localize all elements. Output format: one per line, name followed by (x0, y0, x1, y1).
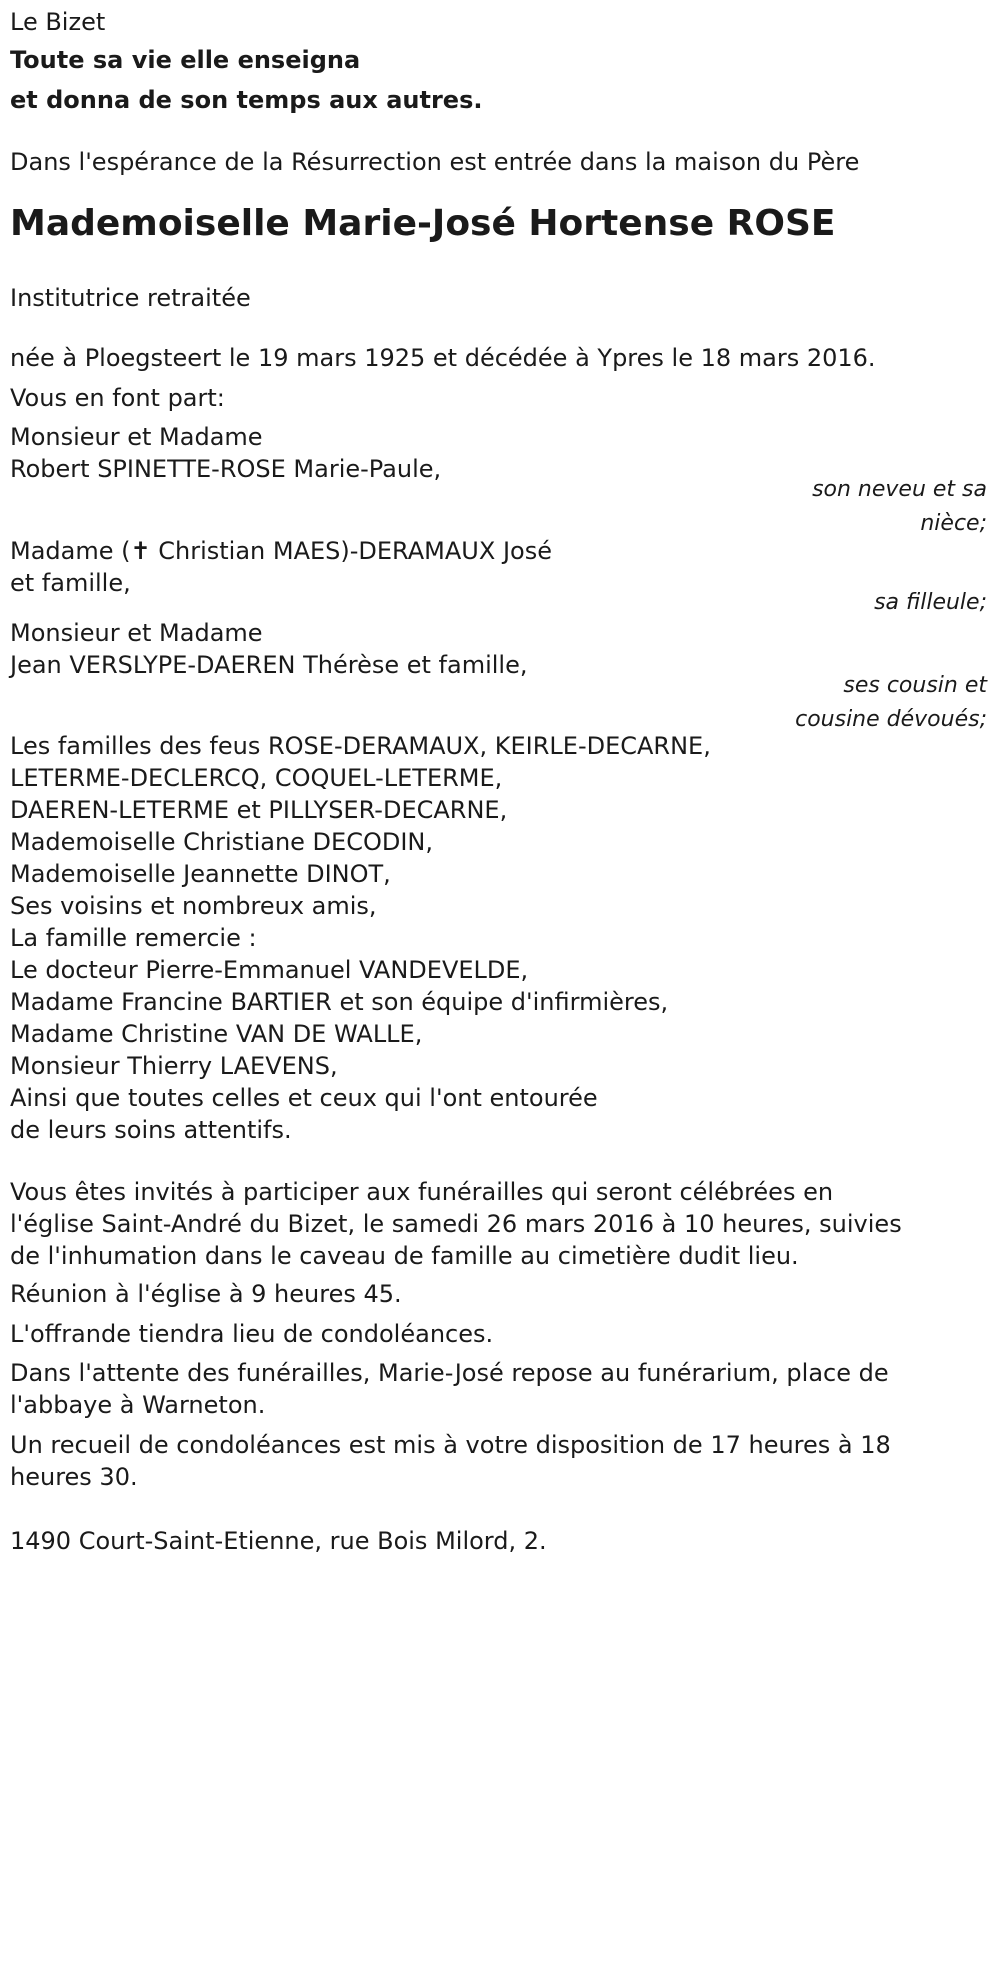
funeral-paragraph (10, 1176, 902, 1272)
paragraph-line: Vous êtes invités à participer aux funérailles qui seront célébrées en (10, 1178, 834, 1206)
list-item: Madame Christine VAN DE WALLE, (10, 1020, 423, 1048)
family-line: Monsieur et Madame (10, 619, 263, 647)
list-item: Mademoiselle Jeannette DINOT, (10, 860, 391, 888)
list-item: LETERME-DECLERCQ, COQUEL-LETERME, (10, 764, 503, 792)
list-item: Madame Francine BARTIER et son équipe d'infirmières, (10, 988, 669, 1016)
paragraph-line: Un recueil de condoléances est mis à votre disposition de 17 heures à 18 (10, 1431, 891, 1459)
family-relation (10, 669, 987, 737)
paragraph-line: Dans l'attente des funérailles, Marie-José repose au funérarium, place de (10, 1359, 889, 1387)
family-line: Madame (✝ Christian MAES)-DERAMAUX José (10, 537, 552, 565)
meeting-text: Réunion à l'église à 9 heures 45. (10, 1280, 402, 1308)
family-line: Jean VERSLYPE-DAEREN Thérèse et famille, (10, 651, 528, 679)
paragraph-line: l'église Saint-André du Bizet, le samedi 26 mars 2016 à 10 heures, suivies (10, 1210, 902, 1238)
family-relation (10, 586, 987, 620)
paragraph-line: l'abbaye à Warneton. (10, 1391, 266, 1419)
others-list (10, 730, 711, 1146)
list-item: DAEREN-LETERME et PILLYSER-DECARNE, (10, 796, 508, 824)
profession: Institutrice retraitée (10, 284, 251, 312)
paragraph-line: de l'inhumation dans le caveau de famille au cimetière dudit lieu. (10, 1242, 799, 1270)
epitaph-line-1: Toute sa vie elle enseigna (10, 46, 361, 74)
place-line: Le Bizet (10, 8, 106, 36)
list-item: Le docteur Pierre-Emmanuel VANDEVELDE, (10, 956, 529, 984)
deceased-name: Mademoiselle Marie-José Hortense ROSE (10, 203, 836, 244)
address: 1490 Court-Saint-Etienne, rue Bois Milord, 2. (10, 1527, 547, 1555)
list-item: de leurs soins attentifs. (10, 1116, 292, 1144)
relation-line: ses cousin et (843, 673, 987, 698)
family-line: Monsieur et Madame (10, 423, 263, 451)
list-item: La famille remercie : (10, 924, 257, 952)
epitaph-line-2: et donna de son temps aux autres. (10, 86, 483, 114)
intro-text: Dans l'espérance de la Résurrection est entrée dans la maison du Père (10, 148, 860, 176)
viewing-paragraph (10, 1357, 889, 1421)
register-paragraph (10, 1429, 891, 1493)
list-item: Ses voisins et nombreux amis, (10, 892, 377, 920)
list-item: Ainsi que toutes celles et ceux qui l'ont entourée (10, 1084, 598, 1112)
relation-line: sa filleule; (874, 590, 987, 615)
list-item: Monsieur Thierry LAEVENS, (10, 1052, 338, 1080)
list-item: Les familles des feus ROSE-DERAMAUX, KEIRLE-DECARNE, (10, 732, 711, 760)
family-relation (10, 473, 987, 541)
announcement: Vous en font part: (10, 384, 225, 412)
birth-death: née à Ploegsteert le 19 mars 1925 et décédée à Ypres le 18 mars 2016. (10, 344, 876, 372)
relation-line: son neveu et sa (812, 477, 987, 502)
offering-text: L'offrande tiendra lieu de condoléances. (10, 1320, 494, 1348)
family-line: Robert SPINETTE-ROSE Marie-Paule, (10, 455, 442, 483)
family-line: et famille, (10, 569, 131, 597)
paragraph-line: heures 30. (10, 1463, 138, 1491)
relation-line: cousine dévoués; (795, 707, 987, 732)
list-item: Mademoiselle Christiane DECODIN, (10, 828, 433, 856)
relation-line: nièce; (920, 511, 987, 536)
